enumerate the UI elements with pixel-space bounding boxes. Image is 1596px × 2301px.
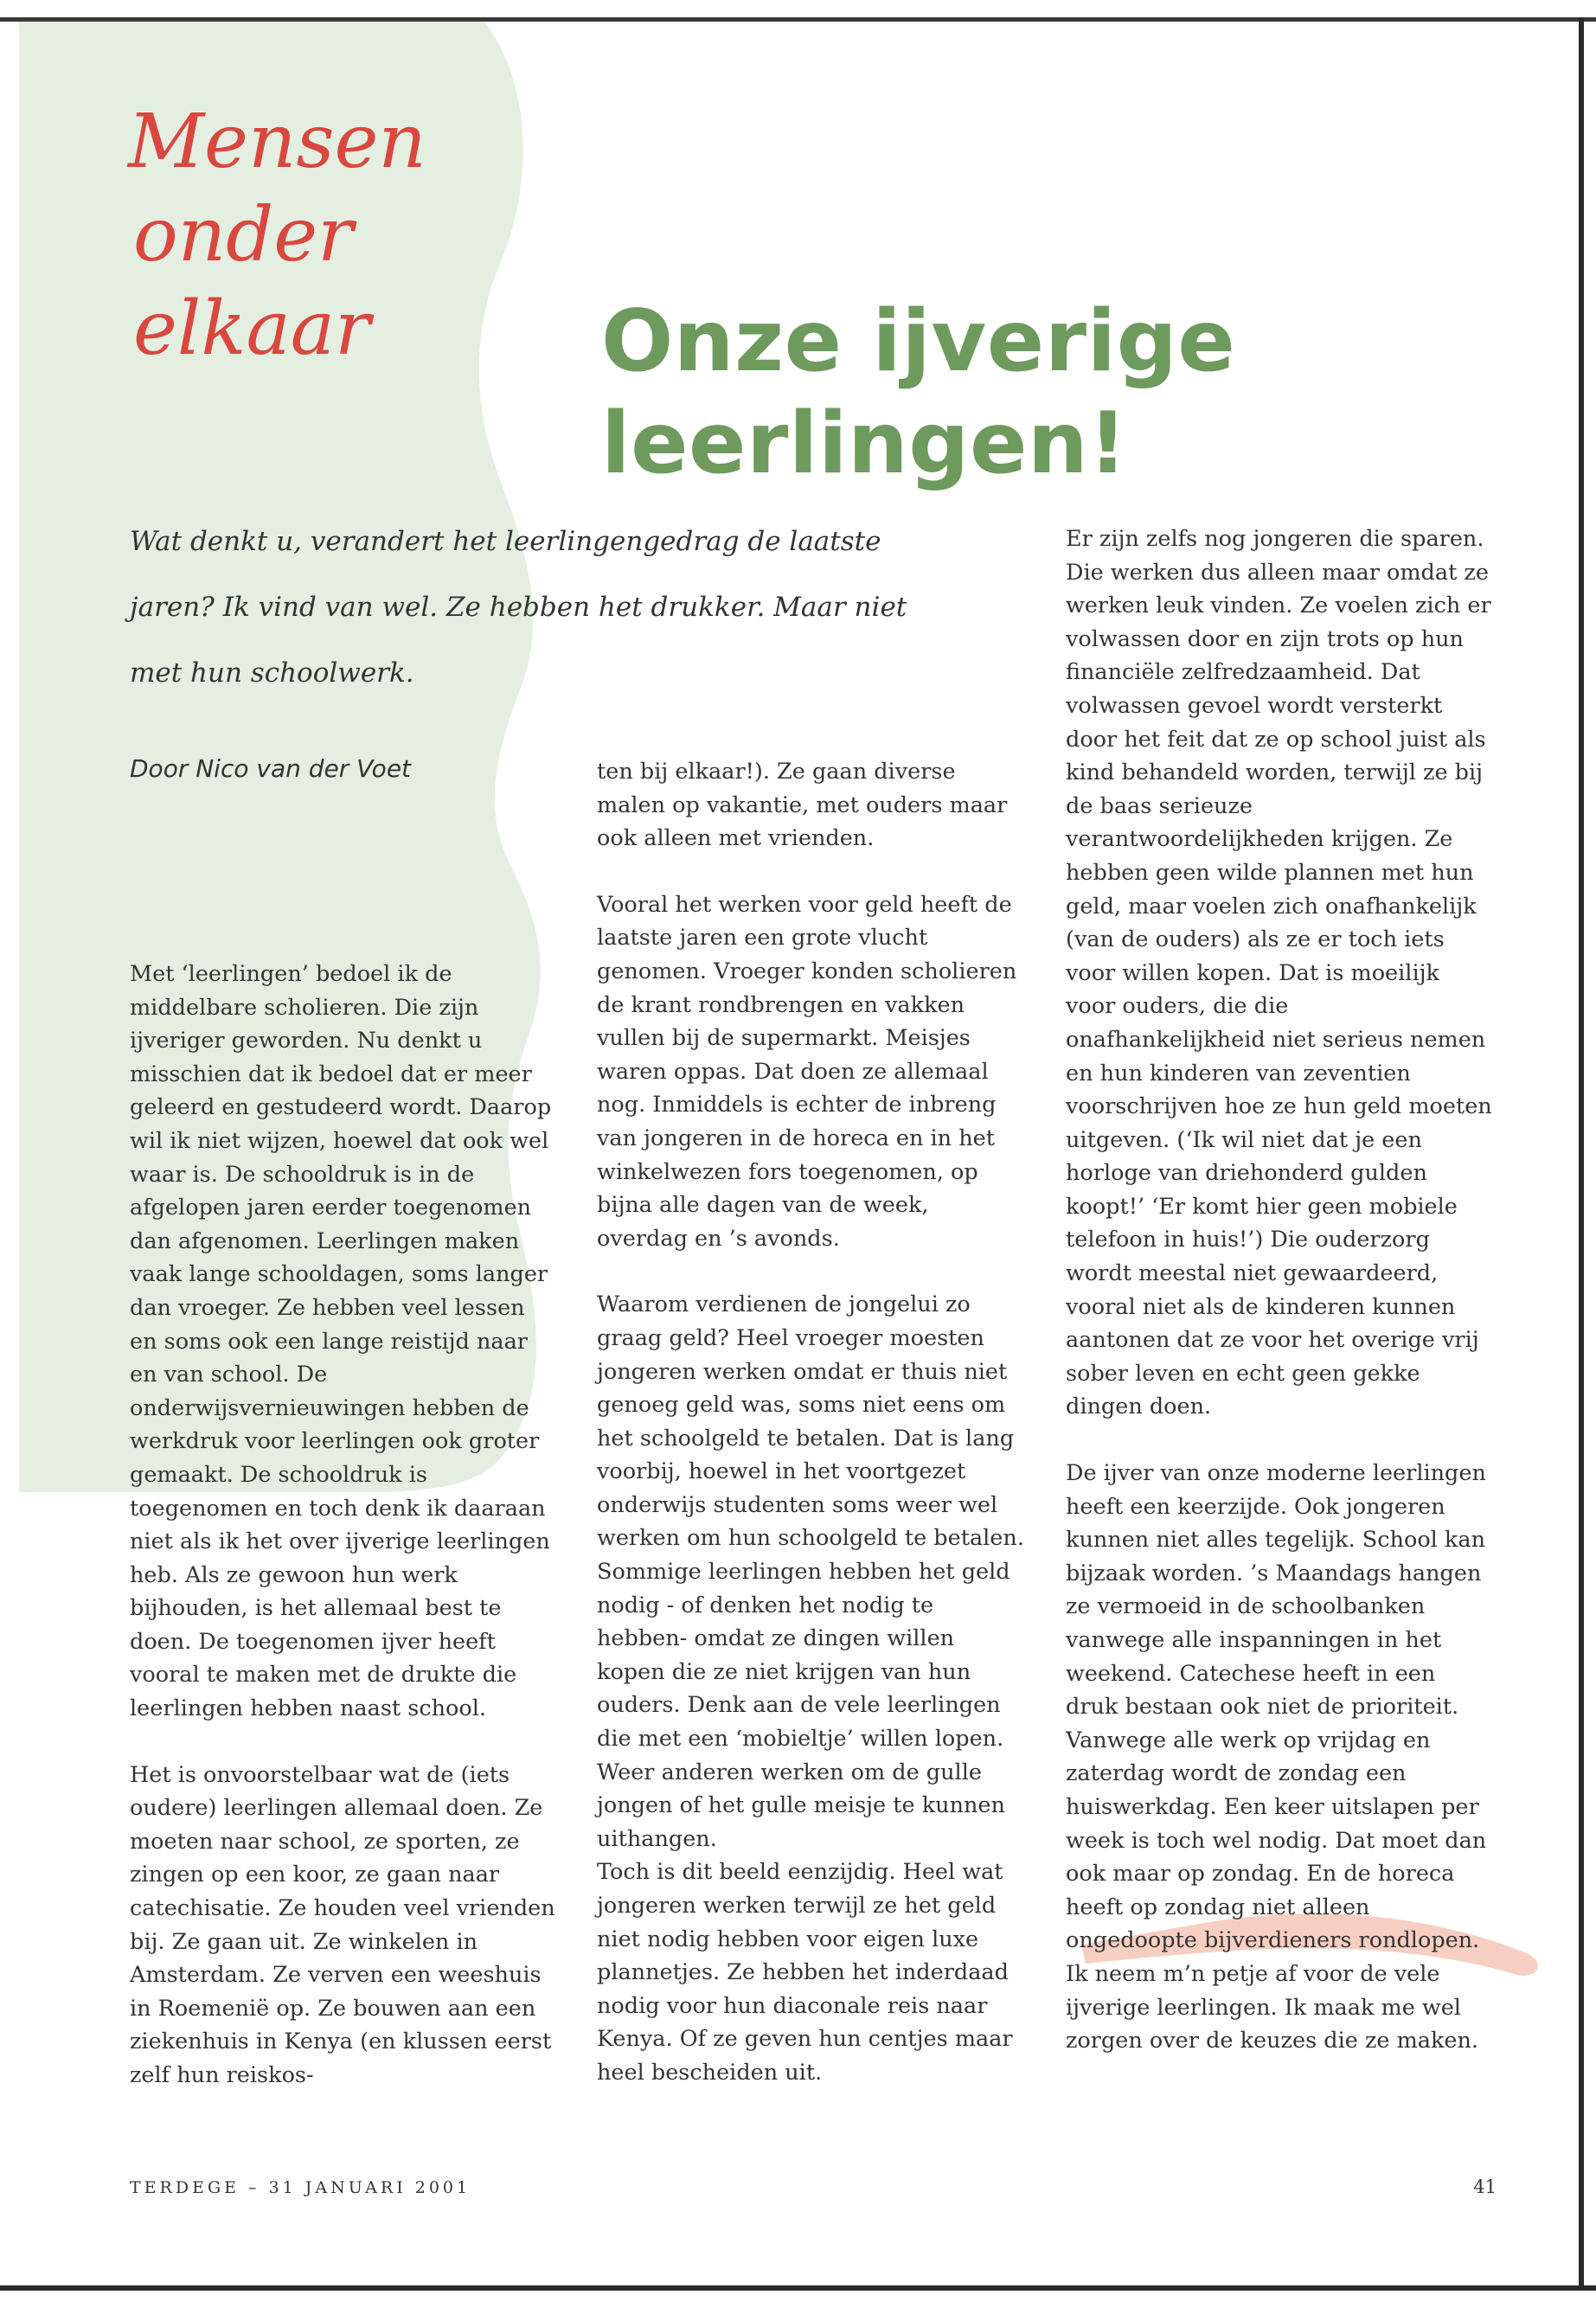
text-column-2 bbox=[597, 755, 1025, 2090]
headline-line: leerlingen! bbox=[601, 394, 1128, 493]
scan-edge-right bbox=[1579, 17, 1584, 2288]
article-headline bbox=[601, 291, 1380, 495]
rubric-title bbox=[128, 95, 509, 375]
scan-edge-top bbox=[0, 17, 1596, 22]
paragraph: Toch is dit beeld eenzijdig. Heel wat jongeren werken terwijl ze het geld niet nodig hebben voor eigen luxe plannetjes. Ze hebben het inderdaad nodig voor hun diaconale reis naar Kenya. Of ze geven hun centjes maar heel bescheiden uit. bbox=[597, 1859, 1013, 2086]
rubric-line: onder bbox=[133, 192, 354, 279]
footer-publication: TERDEGE – 31 JANUARI 2001 bbox=[130, 2178, 471, 2197]
paragraph: Met ‘leerlingen’ bedoel ik de middelbare scholieren. Die zijn ijveriger geworden. Nu denkt u misschien dat ik bedoel dat er meer geleerd en gestudeerd wordt. Daarop wil ik niet wijzen, hoewel dat ook wel waar is. De schooldruk is in de afgelopen jaren eerder toegenomen dan afgenomen. Leerlingen maken vaak lange schooldagen, soms langer dan vroeger. Ze hebben veel lessen en soms ook een lange reistijd naar en van school. De onderwijsvernieuwingen hebben de werkdruk voor leerlingen ook groter gemaakt. De schooldruk is toegenomen en toch denk ik daaraan niet als ik het over ijverige leerlingen heb. Als ze gewoon hun werk bijhouden, is het allemaal best te doen. De toegenomen ijver heeft vooral te maken met de drukte die leerlingen hebben naast school. bbox=[130, 961, 552, 1722]
intro-text: Wat denkt u, verandert het leerlingengedrag de laatste jaren? Ik vind van wel. Ze hebben het drukker. Maar niet met hun schoolwerk. bbox=[130, 526, 907, 689]
rubric-line: elkaar bbox=[133, 285, 371, 372]
byline: Door Nico van der Voet bbox=[130, 754, 412, 783]
paragraph: Er zijn zelfs nog jongeren die sparen. Die werken dus alleen maar omdat ze werken leuk vinden. Ze voelen zich er volwassen door en zijn trots op hun financiële zelfredzaamheid. Dat volwassen gevoel wordt versterkt door het feit dat ze op school juist als kind behandeld worden, terwijl ze bij de baas serieuze verantwoordelijkheden krijgen. Ze hebben geen wilde plannen met hun geld, maar voelen zich onafhankelijk (van de ouders) als ze er toch iets voor willen kopen. Dat is moeilijk voor ouders, die die onafhankelijkheid niet serieus nemen en hun kinderen van zeventien voorschrijven hoe ze hun geld moeten uitgeven. (‘Ik wil niet dat je een horloge van driehonderd gulden koopt!’ ‘Er komt hier geen mobiele telefoon in huis!’) Die ouderzorg wordt meestal niet gewaardeerd, vooral niet als de kinderen kunnen aantonen dat ze voor het overige vrij sober leven en echt geen gekke dingen doen. bbox=[1066, 526, 1492, 1420]
rubric-line: Mensen bbox=[128, 99, 426, 185]
scan-edge-left bbox=[0, 17, 19, 2292]
text-column-1 bbox=[130, 958, 558, 2093]
paragraph: ten bij elkaar!). Ze gaan diverse malen op vakantie, met ouders maar ook alleen met vrienden. bbox=[597, 759, 1008, 852]
paragraph: Waarom verdienen de jongelui zo graag geld? Heel vroeger moesten jongeren werken omdat er thuis niet genoeg geld was, soms niet eens om het schoolgeld te betalen. Dat is lang voorbij, hoewel in het voortgezet onderwijs studenten soms weer wel werken om hun schoolgeld te betalen. Sommige leerlingen hebben het geld nodig - of denken het nodig te hebben- omdat ze dingen willen kopen die ze niet krijgen van hun ouders. Denk aan de vele leerlingen die met een ‘mobieltje’ willen lopen. Weer anderen werken om de gulle jongen of het gulle meisje te kunnen uithangen. bbox=[597, 1292, 1024, 1852]
paragraph: De ijver van onze moderne leerlingen heeft een keerzijde. Ook jongeren kunnen niet alles tegelijk. School kan bijzaak worden. ’s Maandags hangen ze vermoeid in de schoolbanken vanwege alle inspanningen in het weekend. Catechese heeft in een druk bestaan ook niet de prioriteit. Vanwege alle werk op vrijdag en zaterdag wordt de zondag een huiswerkdag. Een keer uitslapen per week is toch wel nodig. Dat moet dan ook maar op zondag. En de horeca heeft op zondag niet alleen ongedoopte bijverdieners rondlopen. Ik neem m’n petje af voor de vele ijverige leerlingen. Ik maak me wel zorgen over de keuzes die ze maken. bbox=[1066, 1460, 1487, 2054]
paragraph: Vooral het werken voor geld heeft de laatste jaren een grote vlucht genomen. Vroeger konden scholieren de krant rondbrengen en vakken vullen bij de supermarkt. Meisjes waren oppas. Dat doen ze allemaal nog. Inmiddels is echter de inbreng van jongeren in de horeca en in het winkelwezen fors toegenomen, op bijna alle dagen van de week, overdag en ’s avonds. bbox=[597, 891, 1017, 1252]
page-number: 41 bbox=[1473, 2176, 1497, 2197]
scan-edge-bottom bbox=[0, 2285, 1596, 2291]
paragraph: Het is onvoorstelbaar wat de (iets oudere) leerlingen allemaal doen. Ze moeten naar school, ze sporten, ze zingen op een koor, ze gaan naar catechisatie. Ze houden veel vrienden bij. Ze gaan uit. Ze winkelen in Amsterdam. Ze verven een weeshuis in Roemenië op. Ze bouwen aan een ziekenhuis in Kenya (en klussen eerst zelf hun reiskos- bbox=[130, 1761, 555, 2088]
text-column-3 bbox=[1066, 522, 1494, 2058]
headline-line: Onze ijverige bbox=[601, 292, 1236, 391]
